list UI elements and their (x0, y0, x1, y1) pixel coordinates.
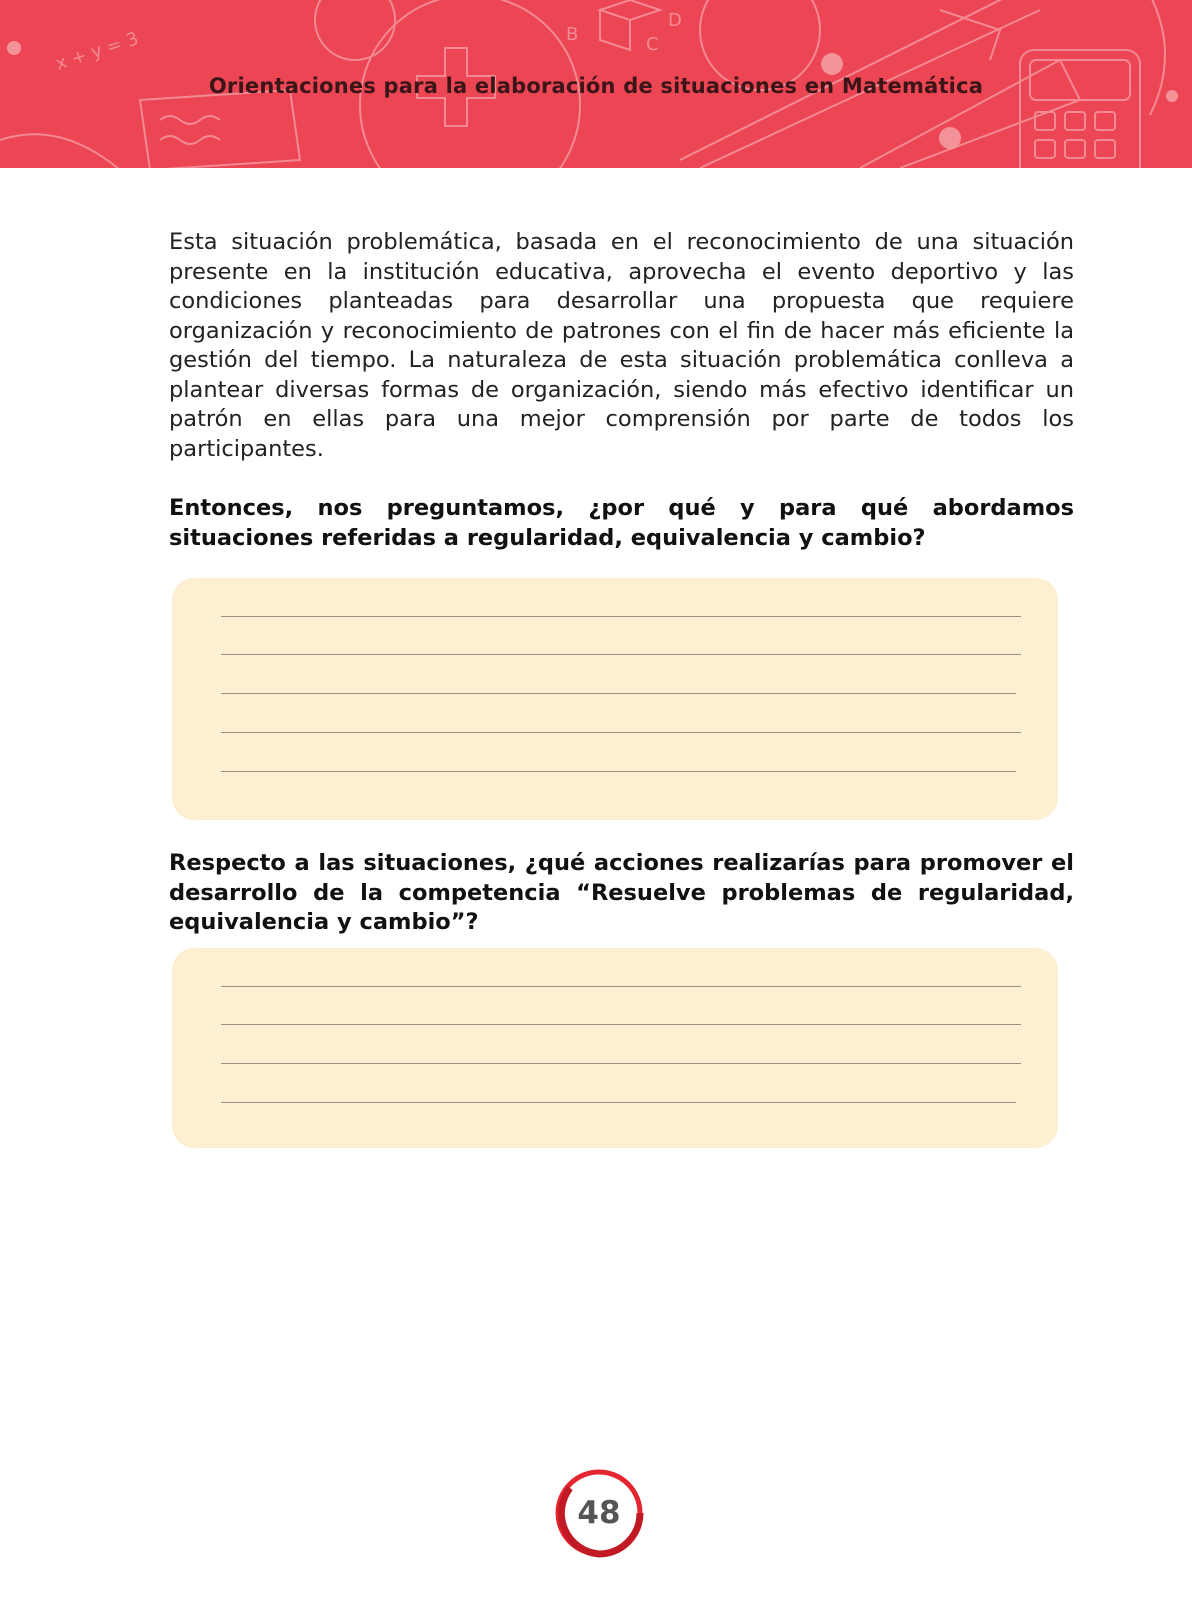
answer-line (221, 1024, 1021, 1025)
answer-line (221, 732, 1021, 733)
page-number-badge (554, 1468, 644, 1558)
intro-paragraph: Esta situación problemática, basada en el reconocimiento de una situación presente en la institución educativa, aprovecha el evento deportivo y las condiciones planteadas para desarrollar una propuesta que requiere organización y reconocimiento de patrones con el fin de hacer más eficiente la gestión del tiempo. La naturaleza de esta situación problemática conlleva a plantear diversas formas de organización, siendo más efectivo identificar un patrón en ellas para una mejor comprensión por parte de todos los participantes. (169, 229, 1074, 462)
header-title: Orientaciones para la elaboración de situaciones en Matemática (208, 74, 984, 98)
answer-line (221, 1063, 1021, 1064)
page-number: 48 (577, 1495, 621, 1531)
question-1: Entonces, nos preguntamos, ¿por qué y para qué abordamos situaciones referidas a regularidad, equivalencia y cambio? (169, 495, 1074, 551)
answer-line (221, 616, 1021, 617)
answer-box-2[interactable] (172, 948, 1058, 1148)
answer-line (221, 771, 1016, 772)
math-doodle-letter-c: C (646, 34, 659, 55)
math-doodle-equation: x + y = 3 (53, 28, 142, 75)
page-header (0, 0, 1192, 168)
question-2: Respecto a las situaciones, ¿qué acciones realizarías para promover el desarrollo de la competencia “Resuelve problemas de regularidad, equivalencia y cambio”? (169, 850, 1074, 935)
answer-box-1[interactable] (172, 578, 1058, 820)
answer-line (221, 654, 1021, 655)
math-doodle-letter-b: B (566, 24, 579, 45)
answer-line (221, 693, 1016, 694)
math-doodle-letter-d: D (668, 10, 682, 31)
answer-line (221, 1102, 1016, 1103)
answer-line (221, 986, 1021, 987)
